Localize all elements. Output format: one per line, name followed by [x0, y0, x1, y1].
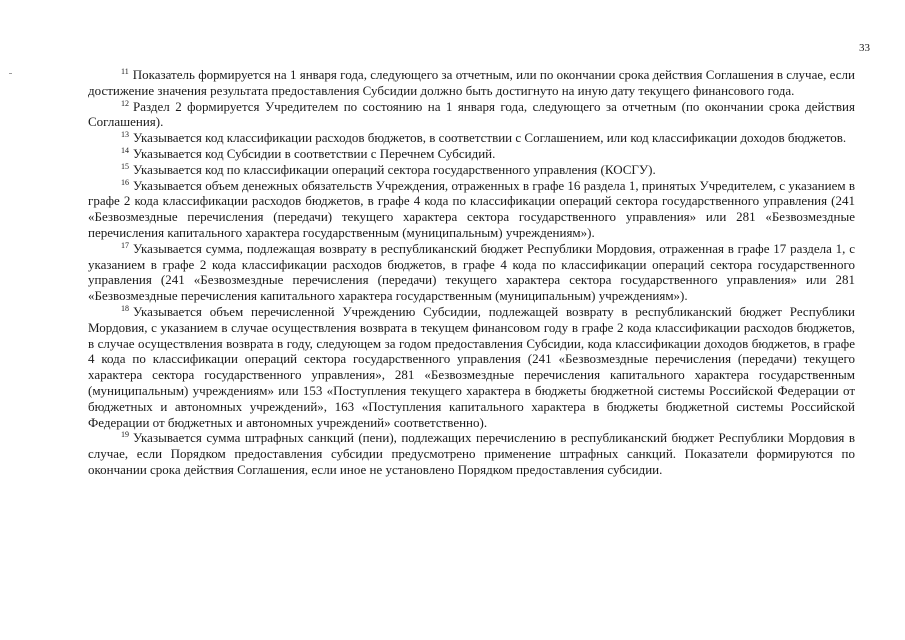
footnote-marker: 18: [121, 303, 129, 313]
footnote-text: Указывается код по классификации операций сектора государственного управления (КОСГУ).: [133, 161, 656, 177]
footnote-marker: 16: [121, 177, 129, 187]
footnote-text: Указывается код Субсидии в соответствии с Перечнем Субсидий.: [133, 145, 496, 161]
footnote-marker: 11: [121, 67, 129, 76]
scan-artifact: [9, 73, 12, 74]
footnote-marker: 19: [121, 430, 129, 440]
footnote-marker: 13: [121, 130, 129, 140]
footnotes-list: [88, 67, 855, 478]
footnote-text: Показатель формируется на 1 января года, следующего за отчетным, или по окончании срока действия Соглашения в случае, если достижение значения результата предоставления Субсидии должно быть достигнуто на иную дату текущего финансового года.: [88, 67, 855, 98]
footnote-text: Указывается объем перечисленной Учреждению Субсидии, подлежащей возврату в республиканский бюджет Республики Мордовия, с указанием в случае осуществления возврата в текущем финансовом году в графе 2 кода классификации расходов бюджетов, в случае осуществления возврата в году, следующем за годом предоставления Субсидии, кода классификации доходов бюджетов, в графе 4 кода по классификации операций сектора государственного управления (241 «Безвозмездные перечисления (передачи) текущего характера сектора государственного управления», 281 «Безвозмездные перечисления капитального характера государственным (муниципальным) учреждениям» или 153 «Поступления текущего характера в бюджеты бюджетной системы Российской Федерации от бюджетных и автономных учреждений», 163 «Поступления капитального характера в бюджеты бюджетной системы Российской Федерации от бюджетных и автономных учреждений» соответственно).: [88, 303, 855, 430]
footnote-19: [88, 430, 855, 477]
footnote-marker: 15: [121, 161, 129, 171]
footnote-text: Указывается сумма, подлежащая возврату в республиканский бюджет Республики Мордовия, отраженная в графе 17 раздела 1, с указанием в графе 2 кода классификации расходов бюджетов, в графе 4 кода по классификации операций сектора государственного управления (241 «Безвозмездные перечисления (передачи) текущего характера сектора государственного управления» или 281 «Безвозмездные перечисления капитального характера государственным (муниципальным) учреждениям»).: [88, 240, 855, 304]
footnote-18: [88, 304, 855, 430]
page-number: 33: [859, 42, 870, 54]
footnote-11: [88, 67, 855, 99]
footnote-text: Указывается код классификации расходов бюджетов, в соответствии с Соглашением, или код классификации доходов бюджетов.: [133, 130, 847, 146]
footnote-17: [88, 241, 855, 304]
footnote-marker: 12: [121, 98, 129, 108]
footnote-marker: 17: [121, 240, 129, 250]
footnote-text: Указывается объем денежных обязательств Учреждения, отраженных в графе 16 раздела 1, принятых Учредителем, с указанием в графе 2 кода классификации расходов бюджетов, в графе 4 кода по классификации операций сектора государственного управления (241 «Безвозмездные перечисления (передачи) текущего характера сектора государственного управления» или 281 «Безвозмездные перечисления капитального характера государственным (муниципальным) учреждениям»).: [88, 177, 855, 240]
footnote-text: Указывается сумма штрафных санкций (пени), подлежащих перечислению в республиканский бюджет Республики Мордовия в случае, если Порядком предоставления субсидии предусмотрено применение штрафных санкций. Показатели формируются по окончании срока действия Соглашения, если иное не установлено Порядком предоставления субсидии.: [88, 430, 855, 477]
footnote-text: Раздел 2 формируется Учредителем по состоянию на 1 января года, следующего за отчетным (по окончании срока действия Соглашения).: [88, 98, 855, 130]
footnote-12: [88, 99, 855, 131]
footnote-15: [88, 162, 855, 178]
footnote-marker: 14: [121, 145, 129, 155]
footnote-13: [88, 130, 855, 146]
footnote-14: [88, 146, 855, 162]
footnote-16: [88, 178, 855, 241]
